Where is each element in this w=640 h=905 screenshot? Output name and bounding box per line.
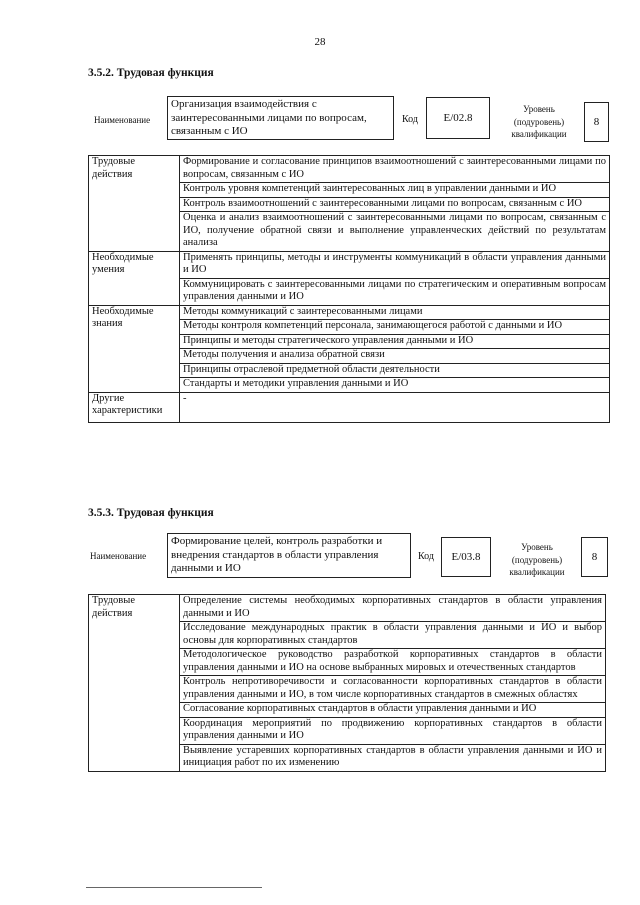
- category-cell: Трудовые действия: [89, 595, 180, 772]
- table-cell: Применять принципы, методы и инструменты коммуникаций в области управления данными и ИО: [180, 251, 610, 278]
- footnote-divider: [86, 887, 262, 888]
- section-353-name-label: Наименование: [90, 551, 147, 561]
- level-label-line-2: (подуровень): [513, 116, 565, 127]
- section-353-level-label: [496, 541, 578, 579]
- category-cell: Необходимые умения: [89, 251, 180, 305]
- table-cell: Стандарты и методики управления данными и ИО: [180, 378, 610, 393]
- section-352-name-label: Наименование: [94, 115, 151, 125]
- table-cell: Методы контроля компетенций персонала, занимающегося работой с данными и ИО: [180, 320, 610, 335]
- section-352-code-box: E/02.8: [426, 97, 490, 139]
- category-cell: Трудовые действия: [89, 156, 180, 252]
- table-cell: Контроль уровня компетенций заинтересованных лиц в управлении данными и ИО: [180, 183, 610, 198]
- section-353-level-box: 8: [581, 537, 608, 577]
- section-352-table: [88, 155, 610, 423]
- table-row: [89, 156, 610, 183]
- table-cell: Методы получения и анализа обратной связи: [180, 349, 610, 364]
- table-cell: Исследование международных практик в области управления данными и ИО и выбор основы для корпоративных стандартов: [180, 622, 606, 649]
- table-cell: Контроль непротиворечивости и согласованности корпоративных стандартов в области управления данными и ИО, в том числе корпоративных стандартов в смежных областях: [180, 676, 606, 703]
- table-cell: -: [180, 392, 610, 422]
- table-row: [89, 251, 610, 278]
- table-row: [89, 305, 610, 320]
- table-row: [89, 392, 610, 422]
- level-label-line-1: Уровень: [521, 542, 553, 552]
- table-cell: Формирование и согласование принципов взаимоотношений с заинтересованными лицами по вопросам, связанным с ИО: [180, 156, 610, 183]
- table-cell: Согласование корпоративных стандартов в области управления данными и ИО: [180, 703, 606, 718]
- level-label-line-1: Уровень: [523, 104, 555, 114]
- section-353-title: 3.5.3. Трудовая функция: [88, 507, 214, 519]
- level-label-line-3: квалификации: [509, 567, 565, 577]
- section-352-level-box: 8: [584, 102, 609, 142]
- table-cell: Выявление устаревших корпоративных стандартов в области управления данными и ИО и инициация работ по их изменению: [180, 744, 606, 771]
- page-number: 28: [314, 36, 326, 48]
- section-352-title: 3.5.2. Трудовая функция: [88, 67, 214, 79]
- table-cell: Коммуницировать с заинтересованными лицами по стратегическим и оперативным вопросам управления данными и ИО: [180, 278, 610, 305]
- table-cell: Оценка и анализ взаимоотношений с заинтересованными лицами по вопросам, связанным с ИО, получение обратной связи и выполнение управленческих действий по результатам анализа: [180, 212, 610, 252]
- section-352-name-box: Организация взаимодействия с заинтересованными лицами по вопросам, связанным с ИО: [167, 96, 394, 140]
- category-cell: Необходимые знания: [89, 305, 180, 392]
- section-352-level-label: [500, 103, 578, 141]
- section-352-code-label: Код: [402, 114, 418, 125]
- section-353-code-label: Код: [418, 551, 434, 562]
- table-cell: Контроль взаимоотношений с заинтересованными лицами по вопросам, связанным с ИО: [180, 197, 610, 212]
- section-353-name-box: Формирование целей, контроль разработки и внедрения стандартов в области управления данными и ИО: [167, 533, 411, 578]
- table-row: [89, 595, 606, 622]
- level-label-line-2: (подуровень): [511, 554, 563, 565]
- section-353-table: [88, 594, 606, 772]
- table-cell: Принципы и методы стратегического управления данными и ИО: [180, 334, 610, 349]
- category-cell: Другие характеристики: [89, 392, 180, 422]
- table-cell: Определение системы необходимых корпоративных стандартов в области управления данными и ИО: [180, 595, 606, 622]
- table-cell: Методологическое руководство разработкой корпоративных стандартов в области управления данными и ИО на основе выбранных мировых и отечественных стандартов: [180, 649, 606, 676]
- table-cell: Методы коммуникаций с заинтересованными лицами: [180, 305, 610, 320]
- table-cell: Координация мероприятий по продвижению корпоративных стандартов в области управления данными и ИО: [180, 717, 606, 744]
- section-353-code-box: E/03.8: [441, 537, 491, 577]
- table-cell: Принципы отраслевой предметной области деятельности: [180, 363, 610, 378]
- level-label-line-3: квалификации: [511, 129, 567, 139]
